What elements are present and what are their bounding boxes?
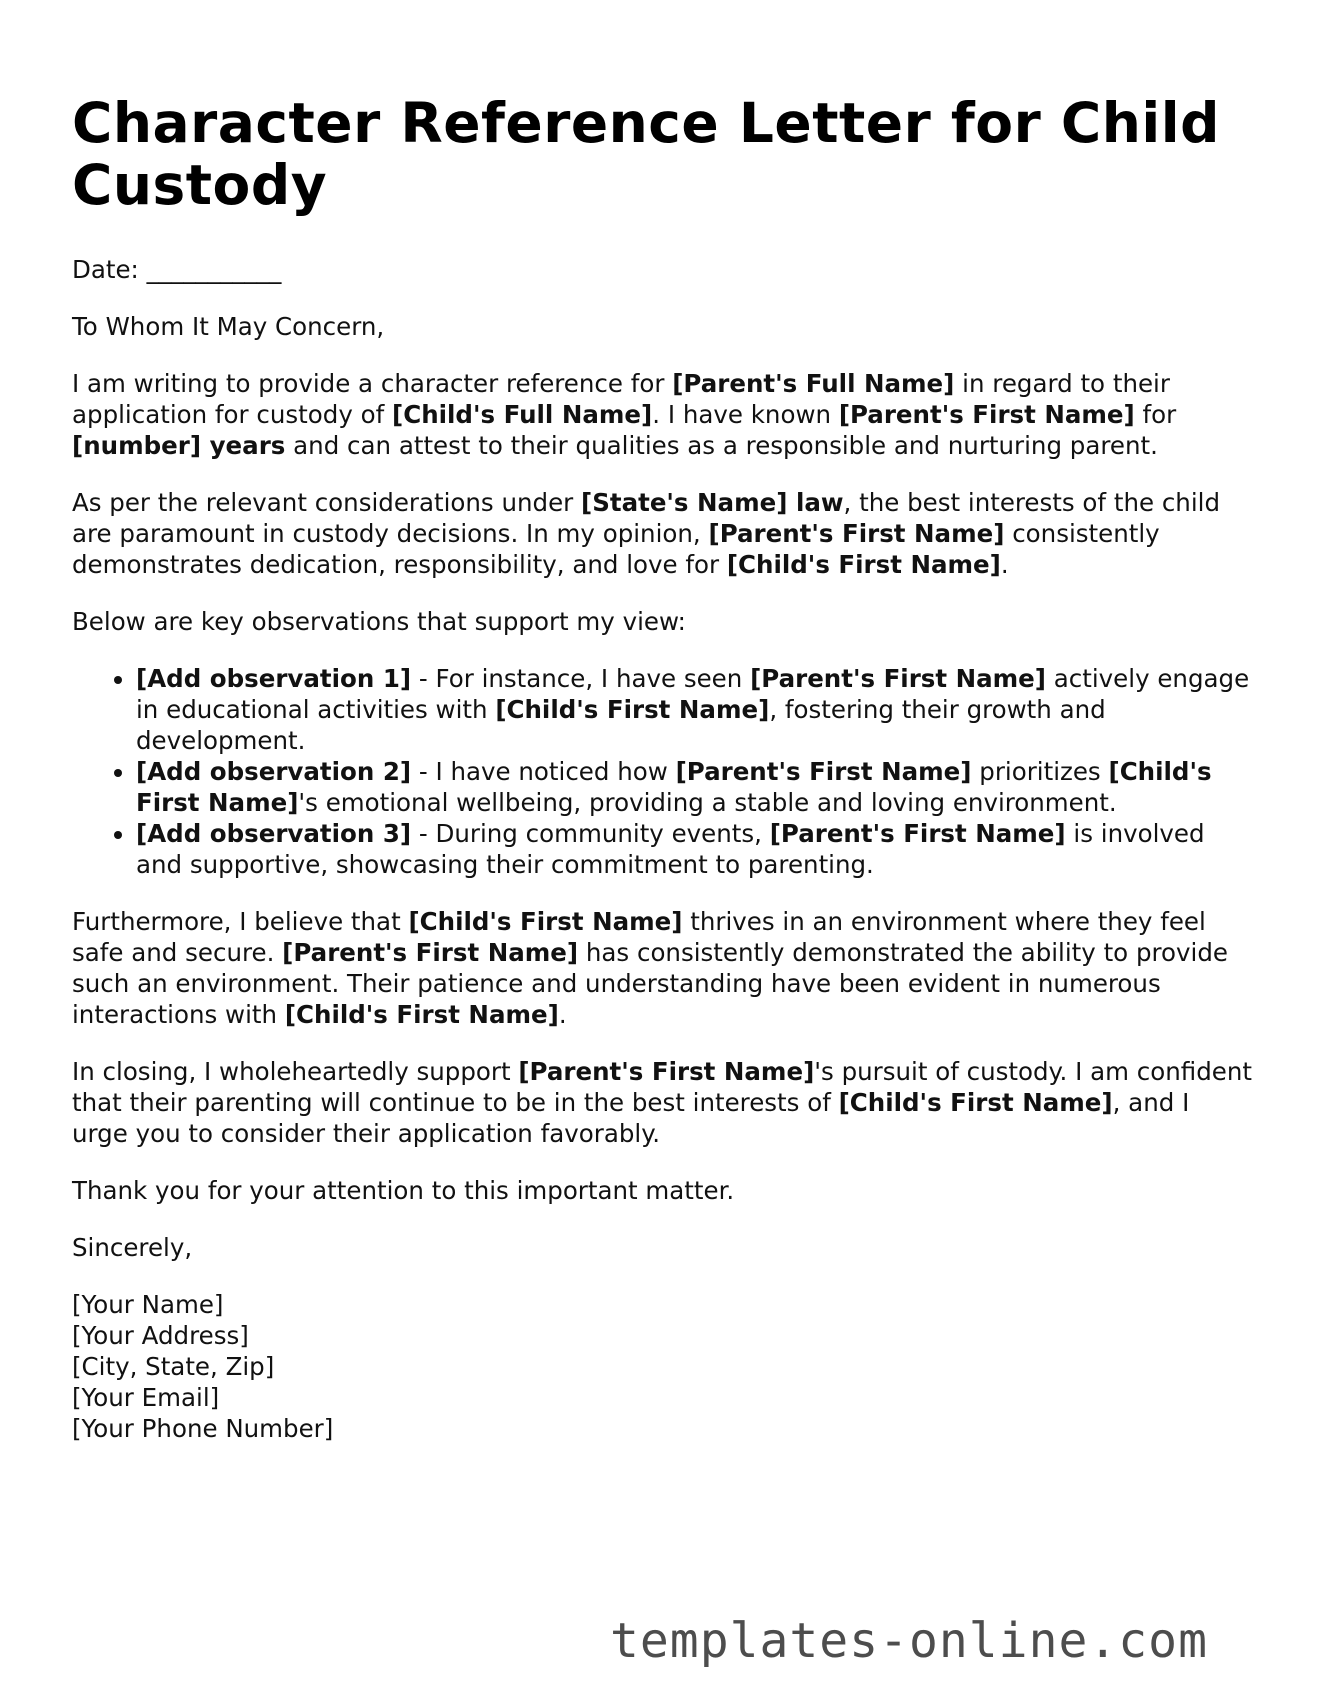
paragraph-intro: I am writing to provide a character reference for [Parent's Full Name] in regard to their application for custody of [Child's Full Name]. I have known [Parent's First Name] for [number] years and can attest to their qualities as a responsible and nurturing parent. <box>72 369 1177 460</box>
signature-email: [Your Email] <box>72 1383 220 1412</box>
watermark: templates-online.com <box>610 1613 1208 1669</box>
list-item: • [Add observation 3] - During community events, [Parent's First Name] is involved and supportive, showcasing their commitment to parenting. <box>136 818 1252 880</box>
list-item: • [Add observation 2] - I have noticed how [Parent's First Name] prioritizes [Child's First Name]'s emotional wellbeing, providing a stable and loving environment. <box>136 756 1252 818</box>
paragraph-environment: Furthermore, I believe that [Child's First Name] thrives in an environment where they feel safe and secure. [Parent's First Name] has consistently demonstrated the ability to provide such an environment. Their patience and understanding have been evident in numerous interactions with [Child's First Name]. <box>72 907 1228 1029</box>
closing: Sincerely, <box>72 1233 193 1262</box>
signature-address: [Your Address] <box>72 1321 249 1350</box>
signature-city: [City, State, Zip] <box>72 1352 275 1381</box>
page-title: Character Reference Letter for Child Custody <box>72 91 1220 217</box>
paragraph-state-law: As per the relevant considerations under [State's Name] law, the best interests of the child are paramount in custody decisions. In my opinion, [Parent's First Name] consistently demonstrates dedication, responsibility, and love for [Child's First Name]. <box>72 488 1220 579</box>
list-item: • [Add observation 1] - For instance, I have seen [Parent's First Name] actively engage in educational activities with [Child's First Name], fostering their growth and development. <box>136 663 1252 756</box>
date-line: Date: ___________ <box>72 255 282 284</box>
letter-page <box>72 92 1252 1444</box>
salutation: To Whom It May Concern, <box>72 312 385 341</box>
paragraph-closing: In closing, I wholeheartedly support [Parent's First Name]'s pursuit of custody. I am confident that their parenting will continue to be in the best interests of [Child's First Name], and I urge you to consider their application favorably. <box>72 1057 1252 1148</box>
signature-name: [Your Name] <box>72 1290 224 1319</box>
signature-phone: [Your Phone Number] <box>72 1414 334 1443</box>
paragraph-observations-intro: Below are key observations that support my view: <box>72 607 686 636</box>
paragraph-thanks: Thank you for your attention to this important matter. <box>72 1176 735 1205</box>
signature-block <box>72 1289 1252 1444</box>
observations-list <box>72 663 1252 880</box>
